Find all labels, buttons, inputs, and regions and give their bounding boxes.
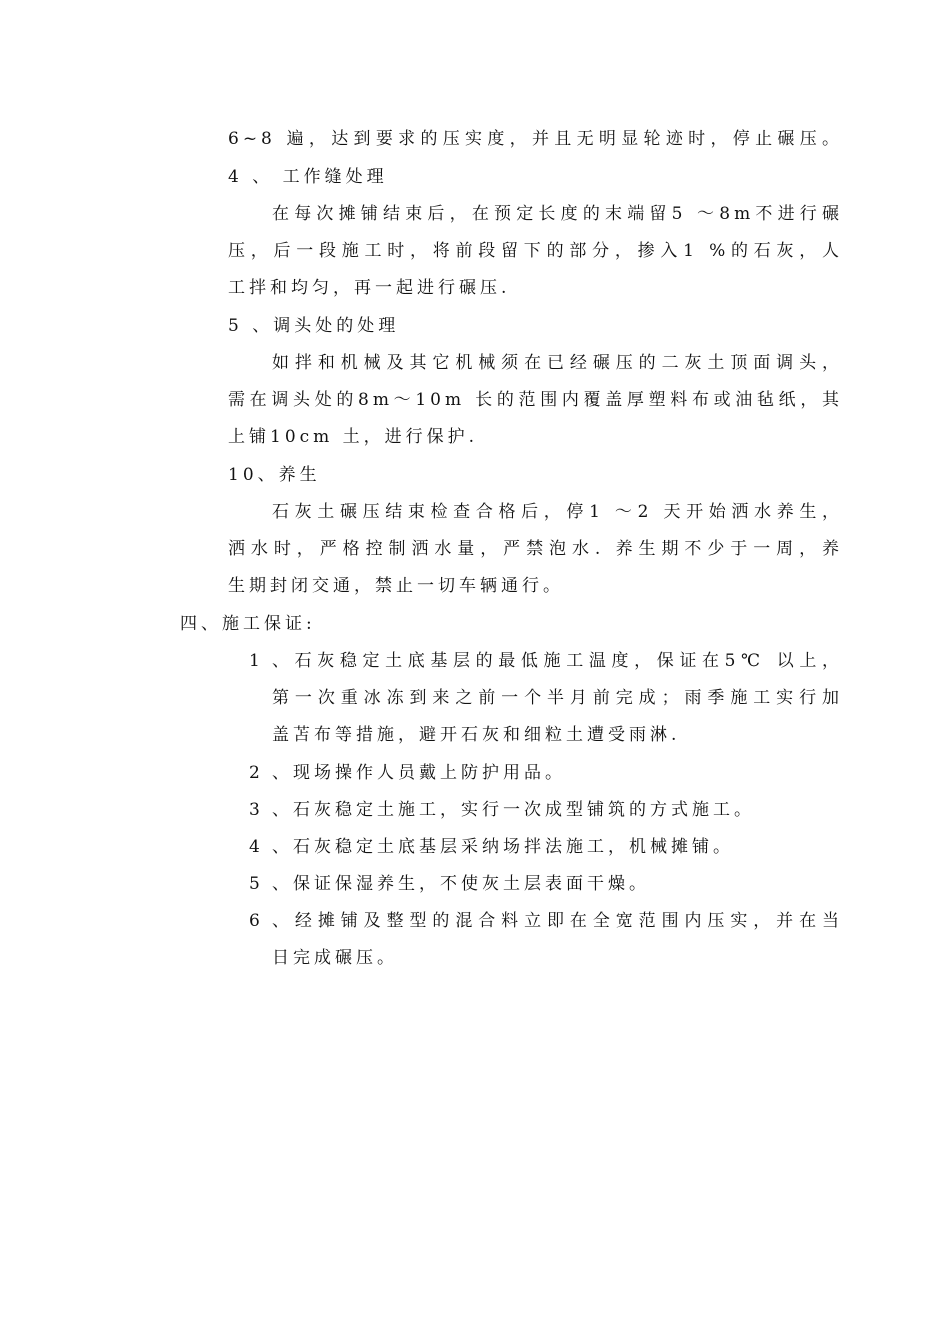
- list-item-text: 第一次重冰冻到来之前一个半月前完成；雨季施工实行加: [272, 688, 843, 708]
- work-joint-line-1: 在每次摊铺结束后，在预定长度的末端留5 ～8m不进行碾: [272, 204, 843, 224]
- list-item-text: 、保证保湿养生，不使灰土层表面干燥。: [272, 874, 650, 894]
- list-item-text: 日完成碾压。: [272, 948, 398, 968]
- list-item-text: 、石灰稳定土施工，实行一次成型铺筑的方式施工。: [272, 800, 755, 820]
- heading-curing: 10、养生: [228, 465, 321, 485]
- list-item-number: 3: [249, 800, 264, 820]
- list-item-number: 2: [249, 763, 264, 783]
- list-item-number: 1: [249, 651, 264, 671]
- heading-work-joint: 4 、 工作缝处理: [228, 167, 388, 187]
- curing-line-1: 石灰土碾压结束检查合格后，停1 ～2 天开始洒水养生，: [272, 502, 843, 522]
- list-item-number: 4: [249, 837, 264, 857]
- list-item-text: 盖苫布等措施，避开石灰和细粒土遭受雨淋.: [272, 725, 681, 745]
- work-joint-line-3: 工拌和均匀，再一起进行碾压.: [228, 278, 511, 298]
- work-joint-line-2: 压，后一段施工时，将前段留下的部分，掺入1 %的石灰，人: [228, 241, 843, 261]
- heading-turnaround: 5 、调头处的处理: [228, 316, 400, 336]
- turnaround-line-1: 如拌和机械及其它机械须在已经碾压的二灰土顶面调头，: [272, 353, 843, 373]
- turnaround-line-2: 需在调头处的8m～10m 长的范围内覆盖厚塑料布或油毡纸，其: [228, 390, 843, 410]
- curing-line-2: 洒水时，严格控制洒水量，严禁泡水. 养生期不少于一周，养: [228, 539, 843, 559]
- list-item-text: 、石灰稳定土底基层采纳场拌法施工，机械摊铺。: [272, 837, 734, 857]
- list-item-text: 、石灰稳定土底基层的最低施工温度，保证在5℃ 以上，: [272, 651, 843, 671]
- turnaround-line-3: 上铺10cm 土，进行保护.: [228, 427, 479, 447]
- list-item-text: 、经摊铺及整型的混合料立即在全宽范围内压实，并在当: [272, 911, 843, 931]
- list-item-number: 6: [249, 911, 264, 931]
- curing-line-3: 生期封闭交通，禁止一切车辆通行。: [228, 576, 564, 596]
- list-item-text: 、现场操作人员戴上防护用品。: [272, 763, 566, 783]
- list-item-number: 5: [249, 874, 264, 894]
- section-heading-construction-guarantee: 四、施工保证:: [180, 614, 316, 634]
- paragraph-continuation: 6~8 遍，达到要求的压实度，并且无明显轮迹时，停止碾压。: [228, 129, 843, 149]
